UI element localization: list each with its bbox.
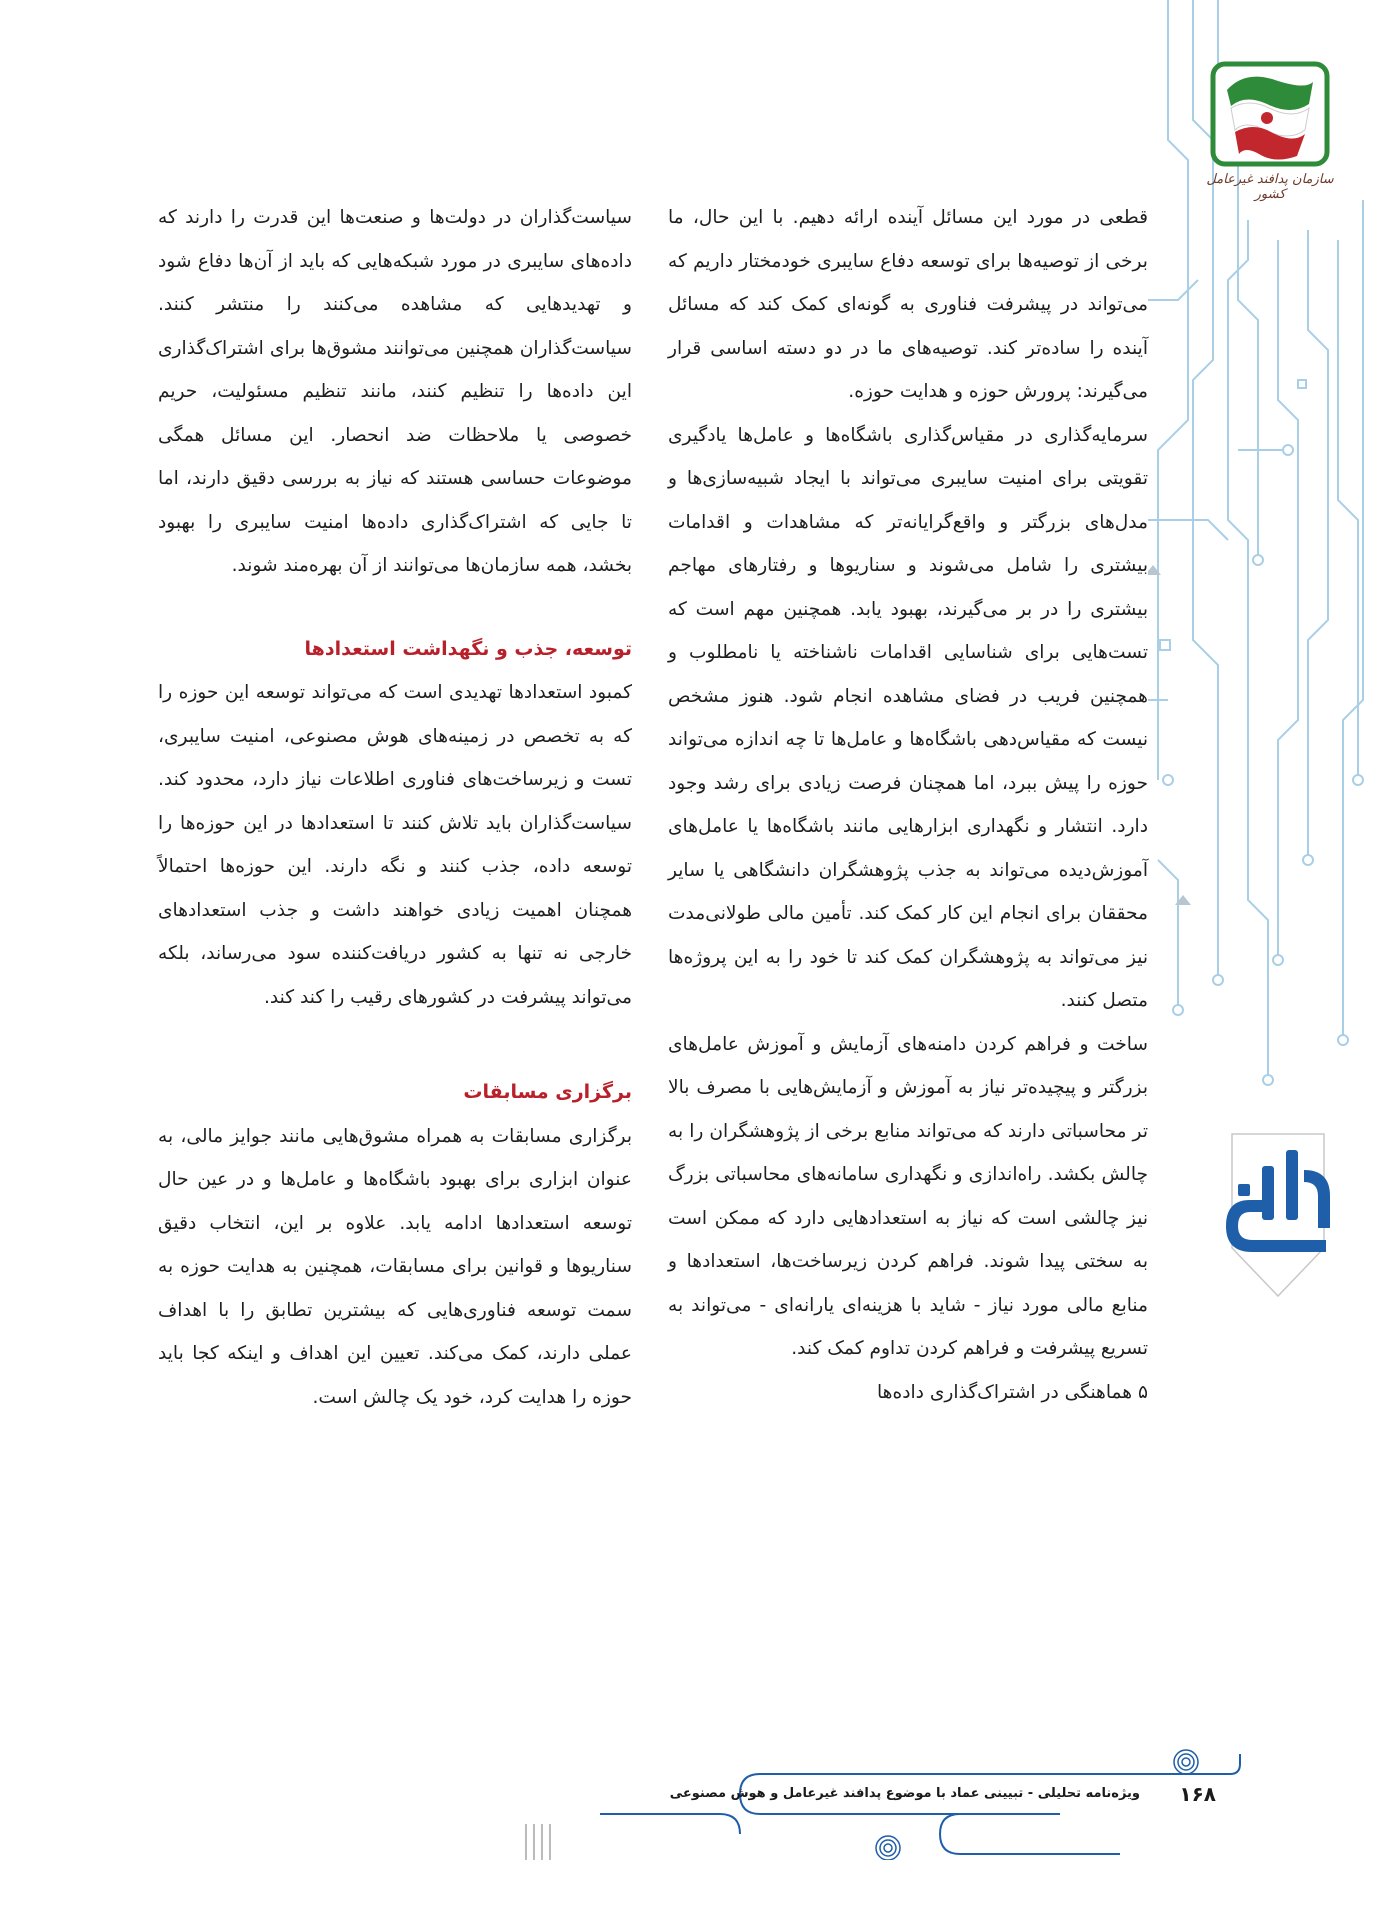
page-number: ۱۶۸: [1179, 1782, 1216, 1806]
organization-emblem-icon: [1205, 60, 1335, 172]
body-paragraph: سرمایه‌گذاری در مقیاس‌گذاری باشگاه‌ها و عامل‌ها یادگیری تقویتی برای امنیت سایبری می‌تواند با ایجاد شبیه‌سازی‌ها و مدل‌های بزرگتر و واقع‌گرایانه‌تر که مشاهدات و اقدامات بیشتری را شامل می‌شوند و سناریوها و رفتارهای مهاجم بیشتری را در بر می‌گیرند، بهبود یابد. همچنین مهم است که تست‌هایی برای شناسایی اقدامات ناشناخته یا نامطلوب و همچنین فریب در فضای مشاهده انجام شود. هنوز مشخص نیست که مقیاس‌دهی باشگاه‌ها و عامل‌ها تا چه اندازه می‌تواند حوزه را پیش ببرد، اما همچنان فرصت زیادی برای رشد وجود دارد. انتشار و نگهداری ابزارهایی مانند باشگاه‌ها یا عامل‌های آموزش‌دیده می‌تواند به جذب پژوهشگران دانشگاهی یا سایر محققان برای انجام این کار کمک کند. تأمین مالی طولانی‌مدت نیز می‌تواند به پژوهشگران کمک کند تا خود را به این پروژه‌ها متصل کنند.: [668, 424, 1148, 1011]
section-heading: توسعه، جذب و نگهداشت استعدادها: [304, 637, 632, 660]
page-footer: [0, 1740, 1378, 1860]
footer-caption: ویژه‌نامه تحلیلی - تبیینی عماد با موضوع پدافند غیرعامل و هوش مصنوعی: [669, 1786, 1140, 1801]
body-paragraph: برگزاری مسابقات به همراه مشوق‌هایی مانند جوایز مالی، به عنوان ابزاری برای بهبود باشگاه‌ها و عامل‌ها و در عین حال توسعه استعدادها ادامه یابد. علاوه بر این، انتخاب دقیق سناریوها و قوانین برای مسابقات، همچنین به هدایت حوزه به سمت توسعه فناوری‌هایی که بیشترین تطابق را با اهداف عملی دارند، کمک می‌کند. تعیین این اهداف و اینکه کجا باید حوزه را هدایت کرد، خود یک چالش است.: [158, 1125, 632, 1408]
section-spacer: [158, 588, 632, 628]
body-paragraph: کمبود استعدادها تهدیدی است که می‌تواند توسعه این حوزه را که به تخصص در زمینه‌های هوش مصنوعی، امنیت سایبری، تست و زیرساخت‌های فناوری اطلاعات نیاز دارد، محدود کند. سیاست‌گذاران باید تلاش کنند تا استعدادها در این حوزه‌ها را توسعه داده، جذب کنند و نگه دارند. این حوزه‌ها احتمالاً همچنان اهمیت زیادی خواهند داشت و جذب استعدادهای خارجی نه تنها به کشور دریافت‌کننده سود می‌رساند، بلکه می‌تواند پیشرفت در کشورهای رقیب را کند کند.: [158, 682, 632, 1008]
left-text-column: [158, 196, 632, 1419]
body-paragraph: سیاست‌گذاران در دولت‌ها و صنعت‌ها این قدرت را دارند که داده‌های سایبری در مورد شبکه‌هایی که باید از آن‌ها دفاع شود و تهدیدهایی که مشاهده می‌کنند را منتشر کنند. سیاست‌گذاران همچنین می‌توانند مشوق‌ها برای اشتراک‌گذاری این داده‌ها را تنظیم کنند، مانند تنظیم مسئولیت، حریم خصوصی یا ملاحظات ضد انحصار. این مسائل همگی موضوعات حساسی هستند که نیاز به بررسی دقیق دارند، اما تا جایی که اشتراک‌گذاری داده‌ها امنیت سایبری را بهبود بخشد، همه سازمان‌ها می‌توانند از آن بهره‌مند شوند.: [158, 207, 632, 576]
right-text-column: [668, 196, 1148, 1414]
section-spacer: [158, 1019, 632, 1071]
section-heading: برگزاری مسابقات: [463, 1081, 632, 1103]
organization-logo-text: سازمان پدافند غیرعامل کشور: [1206, 172, 1334, 202]
emad-emblem-icon: [1218, 1130, 1338, 1300]
body-paragraph: قطعی در مورد این مسائل آینده ارائه دهیم. با این حال، ما برخی از توصیه‌ها برای توسعه دفاع سایبری خودمختار داریم که می‌تواند در پیشرفت فناوری به گونه‌ای کمک کند که مسائل آینده را ساده‌تر کند. توصیه‌های ما در دو دسته اساسی قرار می‌گیرند: پرورش حوزه و هدایت حوزه.: [668, 207, 1148, 402]
body-paragraph: ساخت و فراهم کردن دامنه‌های آزمایش و آموزش عامل‌های بزرگتر و پیچیده‌تر نیاز به آموزش و آزمایش‌هایی با مصرف بالا تر محاسباتی دارند که می‌تواند منابع برخی از پژوهشگران را به چالش بکشد. راه‌اندازی و نگهداری سامانه‌های محاسباتی بزرگ نیز چالشی است که نیاز به استعدادهایی دارد که ممکن است به سختی پیدا شوند. فراهم کردن زیرساخت‌ها، استعدادها و منابع مالی مورد نیاز - شاید با هزینه‌ای یارانه‌ای - می‌تواند به تسریع پیشرفت و فراهم کردن تداوم کمک کند.: [668, 1033, 1148, 1359]
organization-logo: [1205, 60, 1335, 200]
section-number-heading: ۵ هماهنگی در اشتراک‌گذاری داده‌ها: [877, 1381, 1148, 1403]
emad-logo: [1218, 1130, 1338, 1300]
